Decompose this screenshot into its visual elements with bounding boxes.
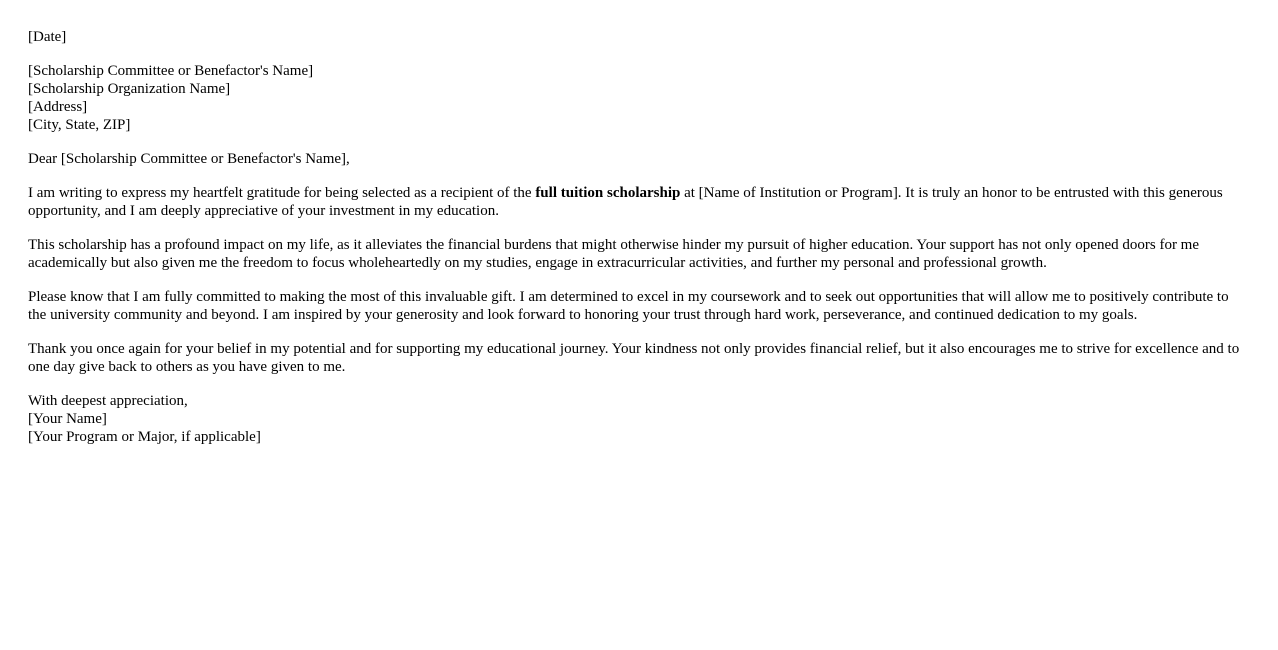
recipient-organization: [Scholarship Organization Name]: [28, 81, 231, 97]
sender-name: [Your Name]: [28, 411, 107, 427]
sender-program: [Your Program or Major, if applicable]: [28, 429, 261, 445]
date-block: [28, 28, 1250, 46]
paragraph-impact: This scholarship has a profound impact on my life, as it alleviates the financial burdens that might otherwise hinder my pursuit of higher education. Your support has not only opened doors for me academically but also given me the freedom to focus wholeheartedly on my studies, engage in extracurricular activities, and further my personal and professional growth.: [28, 237, 1200, 271]
paragraph-gratitude-before: I am writing to express my heartfelt gratitude for being selected as a recipient of the: [28, 185, 536, 201]
scholarship-type-bold: full tuition scholarship: [535, 185, 681, 201]
recipient-address-block: [28, 62, 1250, 134]
recipient-city-state-zip: [City, State, ZIP]: [28, 117, 131, 133]
salutation: Dear [Scholarship Committee or Benefactor's Name],: [28, 151, 350, 167]
letter-date: [Date]: [28, 29, 67, 45]
sign-off: With deepest appreciation,: [28, 393, 188, 409]
paragraph-commitment: Please know that I am fully committed to making the most of this invaluable gift. I am determined to excel in my coursework and to seek out opportunities that will allow me to positively contribute to the university community and beyond. I am inspired by your generosity and look forward to honoring your trust through hard work, perseverance, and continued dedication to my goals.: [28, 289, 1229, 323]
closing-block: [28, 392, 1250, 446]
letter: [28, 28, 1250, 462]
recipient-name: [Scholarship Committee or Benefactor's Name]: [28, 63, 314, 79]
paragraph-thanks: Thank you once again for your belief in my potential and for supporting my educational journey. Your kindness not only provides financial relief, but it also encourages me to strive for excellence and to one day give back to others as you have given to me.: [28, 341, 1240, 375]
recipient-address: [Address]: [28, 99, 88, 115]
paragraph-gratitude-after: at [Name of Institution or Program]. It is truly an honor to be entrusted with this generous opportunity, and I am deeply appreciative of your investment in my education.: [28, 185, 1223, 219]
paragraph-gratitude: [28, 184, 1250, 220]
